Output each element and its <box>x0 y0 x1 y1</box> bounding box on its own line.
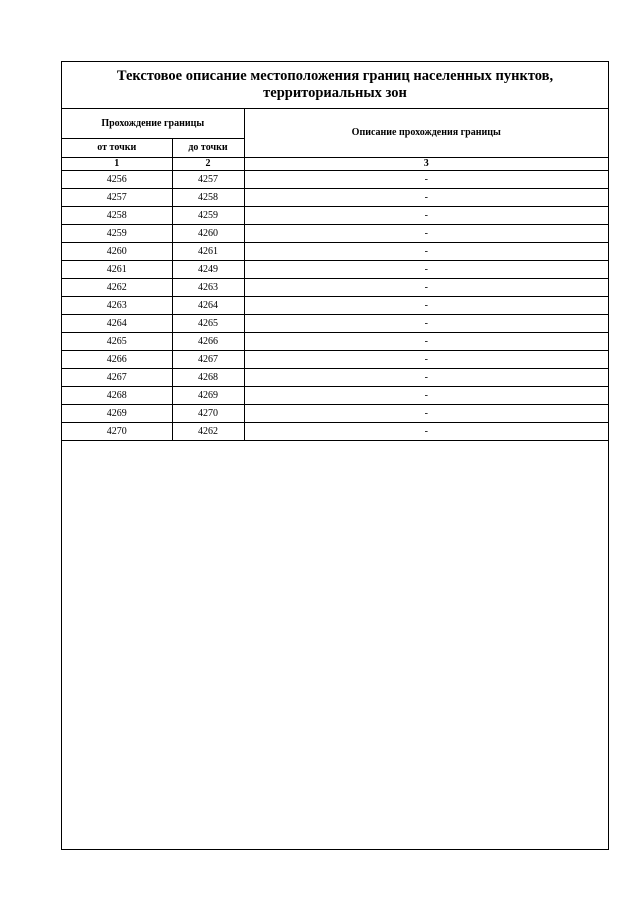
table-row <box>62 315 608 333</box>
description-cell: - <box>244 225 608 243</box>
from-point-cell: 4260 <box>62 243 172 261</box>
to-point-cell: 4265 <box>172 315 244 333</box>
from-point-cell: 4265 <box>62 333 172 351</box>
table-row <box>62 189 608 207</box>
table-row <box>62 207 608 225</box>
description-header: Описание прохождения границы <box>244 109 608 158</box>
description-cell: - <box>244 315 608 333</box>
group-header: Прохождение границы <box>62 109 244 139</box>
column-number-row <box>62 158 608 171</box>
boundary-table <box>62 109 608 441</box>
description-cell: - <box>244 189 608 207</box>
table-row <box>62 243 608 261</box>
header-row-group <box>62 109 608 139</box>
from-point-cell: 4257 <box>62 189 172 207</box>
table-row <box>62 333 608 351</box>
table-row <box>62 279 608 297</box>
table-row <box>62 405 608 423</box>
to-point-cell: 4259 <box>172 207 244 225</box>
description-cell: - <box>244 261 608 279</box>
from-point-cell: 4270 <box>62 423 172 441</box>
description-cell: - <box>244 243 608 261</box>
column-number-2: 2 <box>172 158 244 171</box>
document-frame <box>61 61 609 850</box>
from-point-cell: 4269 <box>62 405 172 423</box>
description-cell: - <box>244 279 608 297</box>
description-cell: - <box>244 207 608 225</box>
description-cell: - <box>244 423 608 441</box>
description-cell: - <box>244 369 608 387</box>
from-point-cell: 4259 <box>62 225 172 243</box>
description-cell: - <box>244 405 608 423</box>
to-point-cell: 4257 <box>172 171 244 189</box>
to-point-cell: 4267 <box>172 351 244 369</box>
to-point-cell: 4264 <box>172 297 244 315</box>
table-row <box>62 225 608 243</box>
from-point-cell: 4266 <box>62 351 172 369</box>
from-point-cell: 4268 <box>62 387 172 405</box>
description-cell: - <box>244 333 608 351</box>
table-row <box>62 351 608 369</box>
to-point-cell: 4263 <box>172 279 244 297</box>
to-point-cell: 4260 <box>172 225 244 243</box>
to-point-cell: 4258 <box>172 189 244 207</box>
to-point-cell: 4269 <box>172 387 244 405</box>
to-point-cell: 4270 <box>172 405 244 423</box>
from-point-cell: 4264 <box>62 315 172 333</box>
to-point-cell: 4268 <box>172 369 244 387</box>
table-row <box>62 261 608 279</box>
to-point-cell: 4262 <box>172 423 244 441</box>
table-row <box>62 171 608 189</box>
from-point-cell: 4256 <box>62 171 172 189</box>
table-row <box>62 369 608 387</box>
description-cell: - <box>244 171 608 189</box>
from-point-cell: 4267 <box>62 369 172 387</box>
to-point-cell: 4261 <box>172 243 244 261</box>
description-cell: - <box>244 351 608 369</box>
to-point-header: до точки <box>172 139 244 158</box>
to-point-cell: 4266 <box>172 333 244 351</box>
from-point-cell: 4261 <box>62 261 172 279</box>
from-point-cell: 4262 <box>62 279 172 297</box>
column-number-1: 1 <box>62 158 172 171</box>
table-row <box>62 297 608 315</box>
description-cell: - <box>244 297 608 315</box>
table-row <box>62 423 608 441</box>
document-title: Текстовое описание местоположения границ населенных пунктов, территориальных зон <box>62 62 608 109</box>
column-number-3: 3 <box>244 158 608 171</box>
description-cell: - <box>244 387 608 405</box>
from-point-cell: 4263 <box>62 297 172 315</box>
from-point-cell: 4258 <box>62 207 172 225</box>
from-point-header: от точки <box>62 139 172 158</box>
table-row <box>62 387 608 405</box>
to-point-cell: 4249 <box>172 261 244 279</box>
